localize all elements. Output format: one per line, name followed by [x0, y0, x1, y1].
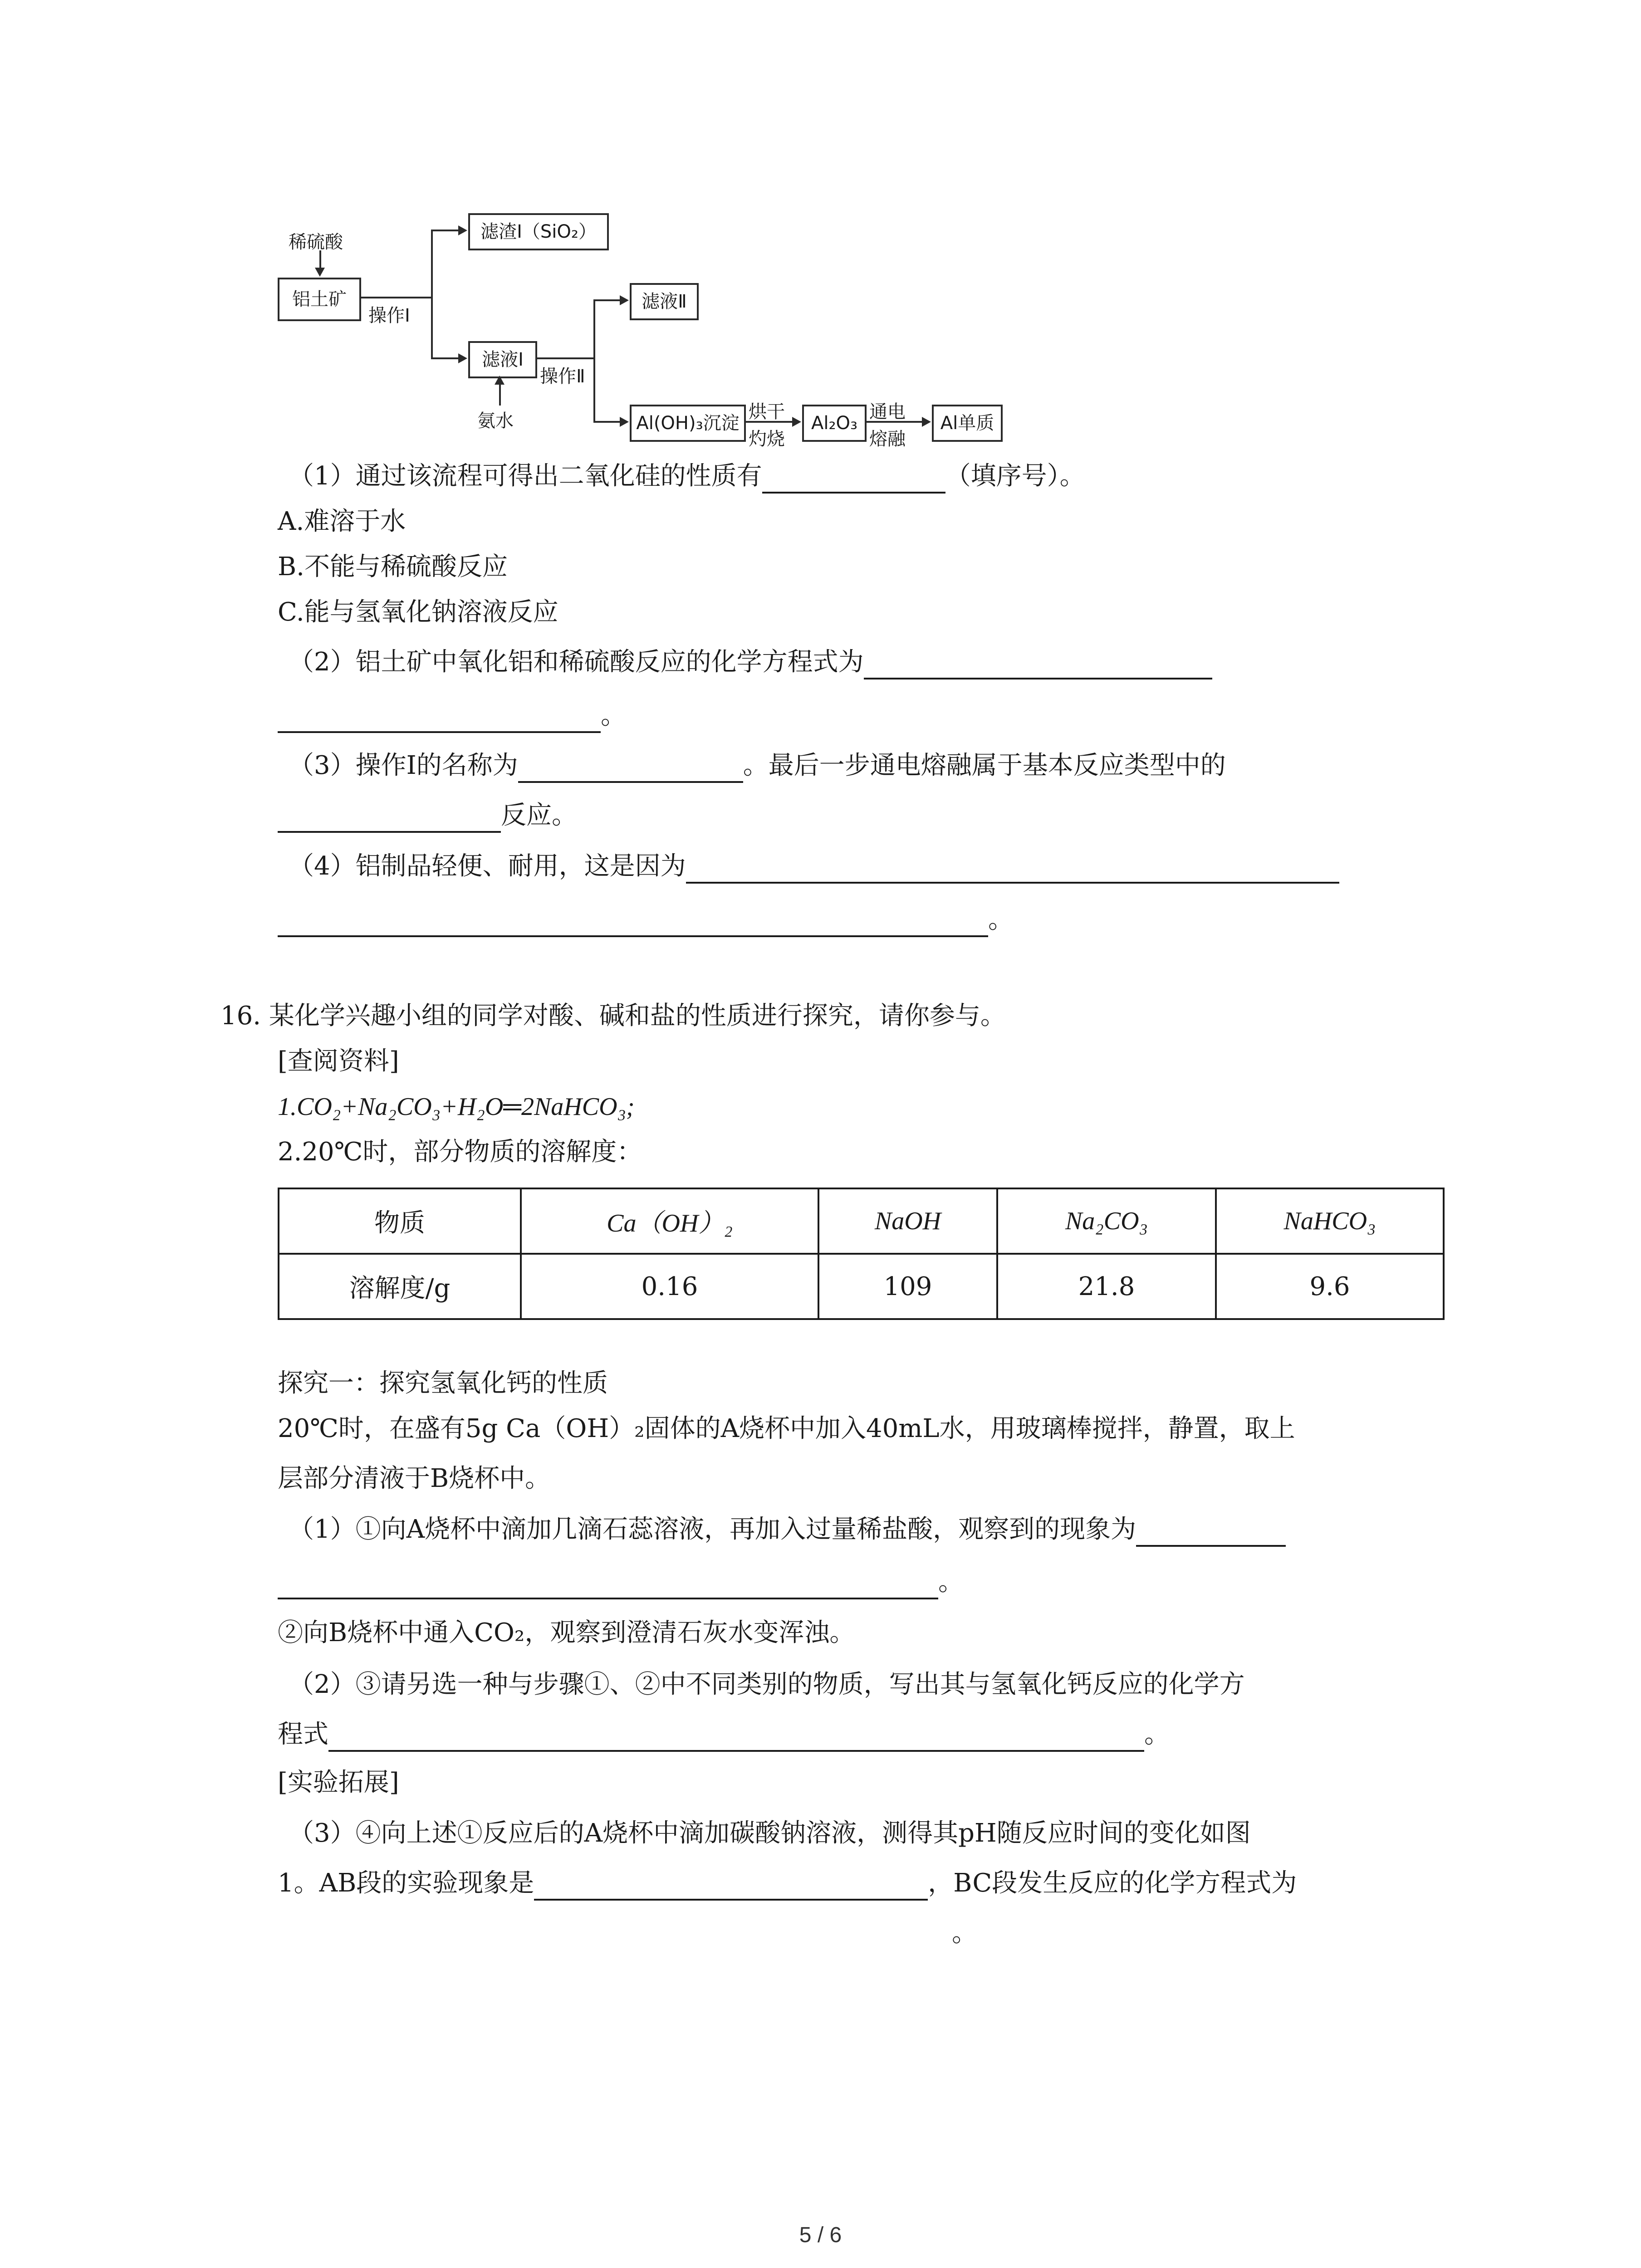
table-cell: 溶解度/g: [279, 1254, 521, 1319]
table-cell: Ca（OH）₂: [521, 1188, 818, 1254]
product-box: Al单质: [932, 405, 1003, 442]
ref-title: [查阅资料]: [278, 1046, 399, 1076]
answer-blank-4a[interactable]: [686, 855, 1339, 884]
answer-blank-2a[interactable]: [864, 650, 1212, 679]
q16-part3-end: 。: [952, 1918, 977, 1948]
q16-part3-text-2: ，BC段发生反应的化学方程式为: [928, 1868, 1297, 1898]
ammonia-label: 氨水: [477, 411, 514, 431]
dry-label-bottom: 灼烧: [749, 429, 785, 450]
table-cell: 9.6: [1216, 1254, 1444, 1319]
table-cell: Na₂CO₃: [997, 1188, 1216, 1254]
q16-part2: （2）③请另选一种与步骤①、②中不同类别的物质，写出其与氢氧化钙反应的化学方: [289, 1670, 1245, 1699]
answer-blank-3a[interactable]: [518, 754, 743, 783]
q16-part3: （3）④向上述①反应后的A烧杯中滴加碳酸钠溶液，测得其pH随反应时间的变化如图: [289, 1818, 1251, 1848]
residue-box: 滤渣Ⅰ（SiO₂）: [468, 213, 609, 250]
option-c: C.能与氢氧化钠溶液反应: [278, 597, 558, 627]
table-cell: NaOH: [818, 1188, 997, 1254]
answer-blank-2b[interactable]: [278, 704, 601, 733]
table-header-row: [279, 1188, 1444, 1254]
q15-part1: [289, 459, 1085, 494]
al2o3-box: Al₂O₃: [802, 405, 867, 442]
experiment-line-1: 20℃时，在盛有5g Ca（OH）₂固体的A烧杯中加入40mL水，用玻璃棒搅拌，静置，取上: [278, 1414, 1295, 1443]
q15-part3-suffix: 反应。: [501, 801, 577, 830]
answer-blank-5a[interactable]: [1136, 1518, 1286, 1547]
q16-intro: 16. 某化学兴趣小组的同学对酸、碱和盐的性质进行探究，请你参与。: [220, 1001, 1006, 1031]
table-cell: 0.16: [521, 1254, 818, 1319]
table-cell: 21.8: [997, 1254, 1216, 1319]
option-b: B.不能与稀硫酸反应: [278, 552, 508, 582]
q15-part2: [289, 645, 1212, 679]
q15-part3: [289, 748, 1226, 783]
q15-part4-cont: [278, 903, 1014, 937]
answer-blank-7[interactable]: [534, 1872, 928, 1901]
elec-label-bottom: 熔融: [869, 429, 906, 450]
q15-part4-text: （4）铝制品轻便、耐用，这是因为: [289, 851, 686, 881]
table-row: [279, 1254, 1444, 1319]
acid-label: 稀硫酸: [289, 232, 343, 253]
solubility-intro: 2.20℃时，部分物质的溶解度：: [278, 1137, 642, 1167]
q16-part2-label: 程式: [278, 1720, 328, 1749]
q15-part2-cont: [278, 699, 626, 733]
period: 。: [988, 905, 1014, 934]
q16-part1-cont: [278, 1565, 964, 1599]
page-number: 5 / 6: [799, 2223, 842, 2247]
answer-blank-1[interactable]: [762, 464, 945, 494]
period: 。: [938, 1567, 964, 1597]
step-2: ②向B烧杯中通入CO₂，观察到澄清石灰水变浑浊。: [278, 1618, 855, 1647]
table-cell: 物质: [279, 1188, 521, 1254]
table-cell: 109: [818, 1254, 997, 1319]
answer-blank-3b[interactable]: [278, 804, 501, 833]
q16-part2-cont: [278, 1717, 1170, 1752]
answer-blank-6[interactable]: [328, 1723, 1144, 1752]
op2-label: 操作Ⅱ: [540, 366, 585, 387]
filtrate2-box: 滤液Ⅱ: [630, 283, 699, 320]
option-a: A.难溶于水: [278, 507, 406, 536]
q15-part2-text: （2）铝土矿中氧化铝和稀硫酸反应的化学方程式为: [289, 647, 864, 677]
q15-part1-suffix: （填序号）。: [945, 461, 1085, 491]
answer-blank-4b[interactable]: [278, 908, 988, 937]
q16-part1: [289, 1512, 1286, 1547]
q15-part3-text: （3）操作Ⅰ的名称为: [289, 751, 518, 780]
q16-part3-text-1: 1。AB段的实验现象是: [278, 1868, 534, 1898]
q15-part4: [289, 849, 1339, 884]
filtrate1-box: 滤液Ⅰ: [468, 341, 537, 378]
elec-label-top: 通电: [869, 401, 906, 422]
solubility-table: [278, 1188, 1445, 1320]
op1-label: 操作Ⅰ: [368, 305, 410, 326]
explore-1-title: 探究一：探究氢氧化钙的性质: [278, 1369, 608, 1398]
equation-1: 1.CO₂+Na₂CO₃+H₂O═2NaHCO₃;: [278, 1093, 635, 1121]
precipitate-box: Al(OH)₃沉淀: [630, 405, 746, 442]
q16-part3-cont: [278, 1866, 1297, 1901]
period: 。: [601, 701, 626, 730]
period: 。: [1144, 1720, 1170, 1749]
q16-part1-text: （1）①向A烧杯中滴加几滴石蕊溶液，再加入过量稀盐酸，观察到的现象为: [289, 1515, 1136, 1544]
answer-blank-5b[interactable]: [278, 1570, 938, 1599]
q15-part3-cont: [278, 798, 577, 833]
dry-label-top: 烘干: [749, 401, 785, 422]
q15-part3-mid: 。最后一步通电熔融属于基本反应类型中的: [743, 751, 1226, 780]
q15-part1-text: （1）通过该流程可得出二氧化硅的性质有: [289, 461, 762, 491]
experiment-line-2: 层部分清液于B烧杯中。: [278, 1464, 551, 1493]
ext-title: [实验拓展]: [278, 1768, 399, 1797]
table-cell: NaHCO₃: [1216, 1188, 1444, 1254]
ore-box: 铝土矿: [278, 278, 361, 321]
